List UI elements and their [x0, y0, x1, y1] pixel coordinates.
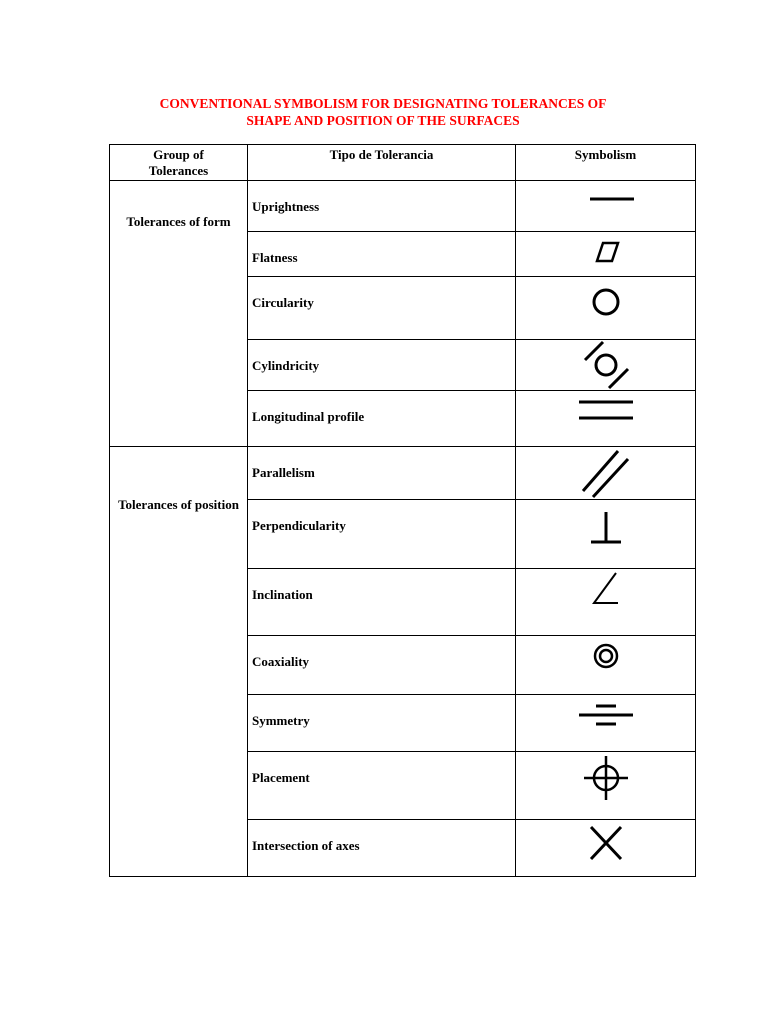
type-cell: Longitudinal profile: [248, 391, 516, 447]
symbol-cell: [516, 820, 696, 877]
type-cell: Perpendicularity: [248, 500, 516, 569]
angularity-icon: [576, 569, 636, 613]
type-cell: Symmetry: [248, 695, 516, 752]
cylindricity-icon: [576, 340, 636, 390]
type-cell: Uprightness: [248, 181, 516, 232]
symbol-cell: [516, 500, 696, 569]
perpendicularity-icon: [576, 506, 636, 556]
coaxiality-icon: [576, 636, 636, 676]
symbol-cell: [516, 181, 696, 232]
table-row: [110, 447, 696, 500]
symbol-cell: [516, 695, 696, 752]
symbol-cell: [516, 752, 696, 820]
circularity-icon: [576, 277, 636, 327]
group-cell-position: [110, 447, 248, 877]
header-type: Tipo de Tolerancia: [248, 145, 516, 181]
type-cell: Inclination: [248, 569, 516, 636]
type-cell: Parallelism: [248, 447, 516, 500]
intersection-icon: [576, 820, 636, 866]
type-cell: Coaxiality: [248, 636, 516, 695]
symbol-cell: [516, 391, 696, 447]
type-cell: Placement: [248, 752, 516, 820]
flatness-icon: [576, 232, 636, 272]
title-line-1: CONVENTIONAL SYMBOLISM FOR DESIGNATING TOLERANCES OF: [159, 96, 607, 111]
title-line-2: SHAPE AND POSITION OF THE SURFACES: [246, 113, 520, 128]
group-cell-form: [110, 181, 248, 447]
longitudinal-profile-icon: [576, 390, 636, 430]
symbol-cell: [516, 340, 696, 391]
group-label: Tolerances of position: [118, 497, 239, 512]
table-row: [110, 181, 696, 232]
position-icon: [576, 752, 636, 804]
group-label: Tolerances of form: [126, 214, 231, 229]
symbol-cell: [516, 569, 696, 636]
straightness-icon: [582, 181, 642, 221]
page-title: [100, 95, 666, 129]
type-cell: Flatness: [248, 232, 516, 277]
header-group: Group of Tolerances: [110, 145, 248, 181]
type-cell: Cylindricity: [248, 340, 516, 391]
type-cell: Intersection of axes: [248, 820, 516, 877]
symbol-cell: [516, 277, 696, 340]
symbol-cell: [516, 636, 696, 695]
symbol-cell: [516, 232, 696, 277]
table-header-row: [110, 145, 696, 181]
tolerance-table: [109, 144, 696, 877]
symmetry-icon: [576, 695, 636, 735]
parallelism-icon: [576, 447, 636, 499]
header-symbol: Symbolism: [516, 145, 696, 181]
type-cell: Circularity: [248, 277, 516, 340]
symbol-cell: [516, 447, 696, 500]
